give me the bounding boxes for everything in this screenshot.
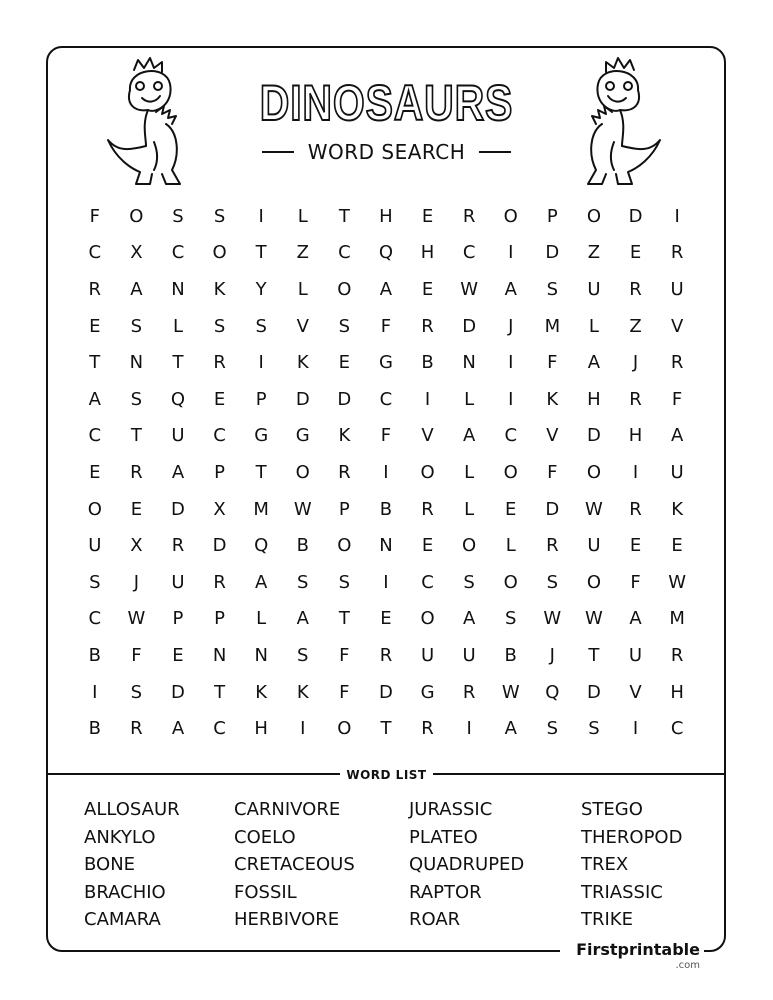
- grid-letter: C: [462, 242, 476, 264]
- grid-letter: F: [380, 315, 392, 337]
- grid-letter: A: [255, 571, 268, 593]
- grid-letter: A: [88, 388, 101, 410]
- word-item: THEROPOD: [581, 826, 683, 848]
- word-item: TREX: [581, 854, 629, 875]
- grid-letter: I: [466, 718, 472, 740]
- grid-letter: F: [630, 571, 641, 593]
- grid-letter: W: [585, 498, 603, 520]
- grid-letter: C: [213, 425, 226, 447]
- subtitle: WORD SEARCH: [307, 140, 466, 164]
- grid-letter: Q: [545, 681, 560, 703]
- grid-letter: T: [89, 352, 101, 374]
- grid-letter: J: [632, 352, 639, 374]
- grid-letter: Z: [587, 242, 601, 264]
- grid-letter: S: [297, 644, 309, 666]
- grid-letter: I: [508, 388, 514, 410]
- grid-letter: E: [89, 461, 101, 483]
- grid-letter: L: [256, 608, 267, 630]
- word-item: QUADRUPED: [409, 854, 525, 875]
- grid-letter: X: [130, 242, 143, 264]
- grid-letter: P: [546, 205, 558, 227]
- grid-letter: N: [171, 278, 185, 300]
- grid-letter: L: [464, 498, 475, 520]
- grid-letter: K: [255, 681, 268, 703]
- grid-letter: S: [338, 571, 351, 593]
- grid-letter: W: [501, 681, 520, 703]
- word-item: FOSSIL: [234, 881, 297, 903]
- grid-letter: S: [130, 681, 143, 703]
- grid-letter: O: [503, 571, 518, 593]
- grid-letter: F: [380, 425, 392, 447]
- grid-letter: B: [504, 644, 517, 666]
- grid-letter: K: [546, 388, 559, 410]
- grid-letter: M: [544, 315, 561, 337]
- grid-letter: V: [421, 425, 434, 447]
- grid-letter: D: [212, 535, 227, 557]
- grid-letter: C: [379, 388, 393, 410]
- grid-letter: J: [133, 571, 140, 593]
- grid-letter: V: [629, 681, 642, 703]
- grid-letter: Q: [378, 242, 394, 264]
- grid-letter: U: [171, 425, 185, 447]
- grid-letter: M: [253, 498, 269, 520]
- grid-letter: V: [546, 425, 559, 447]
- grid-letter: T: [338, 205, 350, 227]
- grid-letter: D: [628, 205, 643, 227]
- word-item: TRIASSIC: [581, 881, 663, 903]
- grid-letter: A: [171, 718, 185, 740]
- grid-letter: K: [296, 681, 309, 703]
- grid-letter: O: [586, 571, 601, 593]
- grid-letter: E: [213, 388, 226, 410]
- grid-letter: S: [588, 718, 600, 740]
- word-item: CARNIVORE: [234, 799, 341, 820]
- grid-letter: I: [258, 205, 264, 227]
- grid-letter: R: [213, 352, 226, 374]
- brand-domain: .com: [675, 960, 700, 971]
- grid-letter: R: [546, 535, 559, 557]
- grid-letter: U: [88, 535, 102, 557]
- grid-letter: G: [420, 681, 435, 703]
- grid-letter: H: [670, 681, 684, 703]
- word-item: PLATEO: [409, 826, 478, 848]
- grid-letter: H: [420, 242, 435, 264]
- grid-letter: F: [671, 388, 683, 410]
- grid-letter: E: [421, 278, 434, 300]
- word-item: ALLOSAUR: [84, 799, 180, 820]
- grid-letter: P: [255, 388, 267, 410]
- grid-letter: B: [88, 644, 101, 666]
- grid-letter: S: [255, 315, 267, 337]
- grid-letter: X: [213, 498, 226, 520]
- grid-letter: A: [504, 718, 517, 740]
- grid-letter: L: [297, 278, 308, 300]
- grid-letter: F: [89, 205, 100, 227]
- grid-letter: E: [671, 535, 683, 557]
- grid-letter: T: [255, 242, 267, 264]
- grid-letter: O: [420, 608, 435, 630]
- grid-letter: O: [337, 718, 352, 740]
- grid-letter: S: [130, 388, 143, 410]
- word-item: ROAR: [409, 909, 461, 930]
- grid-letter: H: [587, 388, 601, 410]
- grid-letter: A: [587, 352, 601, 374]
- grid-letter: L: [297, 205, 308, 227]
- grid-letter: C: [421, 571, 434, 593]
- grid-letter: U: [462, 644, 476, 666]
- grid-letter: U: [628, 644, 643, 666]
- grid-letter: S: [463, 571, 475, 593]
- grid-letter: F: [131, 644, 142, 666]
- word-item: TRIKE: [581, 909, 633, 930]
- brand-logo[interactable]: [560, 940, 704, 972]
- grid-letter: D: [462, 315, 477, 337]
- grid-letter: C: [171, 242, 185, 264]
- grid-letter: O: [503, 205, 518, 227]
- grid-letter: F: [547, 352, 558, 374]
- grid-letter: D: [379, 681, 393, 703]
- grid-letter: R: [171, 535, 185, 557]
- grid-letter: R: [213, 571, 226, 593]
- grid-letter: K: [213, 278, 226, 300]
- word-item: RAPTOR: [409, 881, 482, 903]
- brand-name: Firstprintable: [576, 940, 700, 959]
- grid-letter: E: [505, 498, 517, 520]
- grid-letter: Q: [170, 388, 186, 410]
- grid-letter: D: [545, 498, 560, 520]
- word-item: BONE: [84, 854, 136, 875]
- grid-letter: A: [171, 461, 185, 483]
- grid-letter: T: [255, 461, 267, 483]
- grid-letter: J: [549, 644, 555, 666]
- grid-letter: G: [254, 425, 269, 447]
- grid-letter: N: [379, 535, 393, 557]
- grid-letter: D: [586, 681, 601, 703]
- grid-letter: N: [212, 644, 227, 666]
- grid-letter: S: [130, 315, 143, 337]
- grid-letter: S: [546, 571, 559, 593]
- grid-letter: N: [462, 352, 476, 374]
- word-list-label: WORD LIST: [340, 768, 432, 782]
- word-column: [409, 796, 524, 934]
- grid-letter: C: [88, 242, 102, 264]
- grid-letter: S: [213, 315, 226, 337]
- word-list-heading: [0, 764, 773, 783]
- grid-letter: Z: [296, 242, 309, 264]
- grid-letter: S: [213, 205, 226, 227]
- grid-letter: U: [587, 278, 601, 300]
- word-item: STEGO: [581, 799, 643, 820]
- grid-letter: G: [295, 425, 310, 447]
- grid-letter: B: [296, 535, 309, 557]
- grid-letter: O: [586, 461, 601, 483]
- grid-letter: K: [296, 352, 309, 374]
- grid-letter: P: [214, 608, 225, 630]
- grid-letter: U: [670, 278, 684, 300]
- word-item: HERBIVORE: [234, 909, 340, 930]
- grid-letter: R: [462, 205, 476, 227]
- grid-letter: H: [379, 205, 393, 227]
- grid-letter: H: [628, 425, 643, 447]
- grid-letter: O: [586, 205, 601, 227]
- grid-letter: R: [421, 498, 434, 520]
- grid-letter: W: [668, 571, 687, 593]
- grid-letter: A: [379, 278, 393, 300]
- letter-grid: [74, 198, 698, 747]
- grid-letter: J: [508, 315, 514, 337]
- grid-letter: W: [127, 608, 146, 630]
- grid-letter: W: [293, 498, 312, 520]
- grid-letter: D: [337, 388, 352, 410]
- grid-letter: K: [671, 498, 684, 520]
- grid-letter: O: [129, 205, 144, 227]
- grid-letter: O: [87, 498, 102, 520]
- grid-letter: O: [462, 535, 477, 557]
- grid-letter: V: [670, 315, 684, 337]
- word-column: [581, 796, 682, 934]
- grid-letter: A: [130, 278, 143, 300]
- grid-letter: S: [89, 571, 101, 593]
- grid-letter: G: [378, 352, 393, 374]
- grid-letter: S: [546, 278, 559, 300]
- grid-letter: A: [504, 278, 517, 300]
- grid-letter: F: [339, 644, 350, 666]
- grid-letter: E: [338, 352, 351, 374]
- page-title: DINOSAURS: [259, 75, 514, 131]
- grid-letter: B: [88, 718, 101, 740]
- grid-letter: A: [296, 608, 309, 630]
- grid-letter: U: [670, 461, 684, 483]
- grid-letter: F: [339, 681, 350, 703]
- subtitle-rule-left: [262, 151, 294, 153]
- grid-letter: S: [338, 315, 351, 337]
- grid-letter: T: [588, 644, 600, 666]
- grid-letter: C: [338, 242, 351, 264]
- grid-letter: T: [380, 718, 392, 740]
- grid-letter: P: [172, 608, 184, 630]
- grid-letter: S: [297, 571, 309, 593]
- grid-letter: I: [424, 388, 431, 410]
- grid-letter: W: [460, 278, 479, 300]
- grid-letter: D: [545, 242, 560, 264]
- grid-letter: R: [629, 388, 642, 410]
- grid-letter: K: [338, 425, 351, 447]
- grid-letter: C: [213, 718, 226, 740]
- word-item: COELO: [234, 826, 296, 848]
- grid-letter: E: [421, 535, 434, 557]
- grid-letter: I: [632, 718, 639, 740]
- grid-letter: P: [214, 461, 225, 483]
- grid-letter: L: [464, 461, 475, 483]
- grid-letter: F: [547, 461, 558, 483]
- grid-letter: H: [254, 718, 268, 740]
- grid-letter: I: [674, 205, 680, 227]
- grid-letter: A: [462, 608, 476, 630]
- grid-letter: W: [543, 608, 562, 630]
- grid-letter: R: [670, 242, 684, 264]
- grid-letter: I: [383, 571, 389, 593]
- grid-letter: R: [670, 352, 684, 374]
- grid-letter: O: [295, 461, 310, 483]
- grid-letter: L: [172, 315, 183, 337]
- grid-letter: A: [670, 425, 684, 447]
- grid-letter: R: [629, 278, 642, 300]
- subtitle-rule-right: [479, 151, 511, 153]
- word-column: [84, 796, 180, 934]
- grid-letter: C: [88, 425, 102, 447]
- grid-letter: R: [421, 315, 434, 337]
- grid-letter: X: [130, 535, 143, 557]
- grid-letter: O: [337, 535, 352, 557]
- grid-letter: T: [214, 681, 226, 703]
- grid-letter: R: [130, 461, 143, 483]
- grid-letter: U: [587, 535, 601, 557]
- grid-letter: O: [212, 242, 227, 264]
- grid-letter: A: [462, 425, 476, 447]
- subtitle-row: [0, 140, 773, 164]
- grid-letter: D: [171, 681, 185, 703]
- grid-letter: R: [88, 278, 102, 300]
- grid-letter: B: [421, 352, 434, 374]
- grid-letter: E: [172, 644, 184, 666]
- grid-letter: A: [629, 608, 642, 630]
- grid-letter: N: [129, 352, 144, 374]
- grid-letter: D: [171, 498, 185, 520]
- grid-letter: O: [503, 461, 518, 483]
- grid-letter: I: [258, 352, 264, 374]
- word-item: BRACHIO: [84, 881, 166, 903]
- grid-letter: O: [337, 278, 352, 300]
- grid-letter: U: [171, 571, 185, 593]
- word-item: CAMARA: [84, 909, 161, 930]
- grid-letter: L: [588, 315, 599, 337]
- grid-letter: R: [629, 498, 642, 520]
- grid-letter: N: [254, 644, 268, 666]
- grid-letter: T: [172, 352, 184, 374]
- grid-letter: S: [172, 205, 184, 227]
- grid-letter: U: [420, 644, 435, 666]
- grid-letter: I: [92, 681, 98, 703]
- grid-letter: L: [464, 388, 475, 410]
- word-column: [234, 796, 355, 934]
- grid-letter: P: [338, 498, 350, 520]
- grid-letter: D: [586, 425, 601, 447]
- grid-letter: L: [505, 535, 516, 557]
- grid-letter: T: [130, 425, 142, 447]
- grid-letter: Y: [255, 278, 267, 300]
- grid-letter: O: [420, 461, 435, 483]
- word-item: ANKYLO: [84, 826, 156, 848]
- grid-letter: S: [505, 608, 517, 630]
- grid-letter: E: [89, 315, 101, 337]
- grid-letter: I: [632, 461, 639, 483]
- word-item: CRETACEOUS: [234, 854, 355, 875]
- grid-letter: V: [296, 315, 309, 337]
- grid-letter: I: [300, 718, 306, 740]
- grid-letter: E: [629, 242, 642, 264]
- word-item: JURASSIC: [409, 799, 493, 820]
- grid-letter: S: [546, 718, 559, 740]
- grid-letter: Q: [254, 535, 269, 557]
- grid-letter: C: [504, 425, 518, 447]
- grid-letter: W: [585, 608, 603, 630]
- grid-letter: Z: [629, 315, 642, 337]
- grid-letter: M: [669, 608, 685, 630]
- grid-letter: C: [670, 718, 684, 740]
- grid-letter: R: [421, 718, 434, 740]
- grid-letter: E: [130, 498, 143, 520]
- grid-letter: E: [380, 608, 392, 630]
- grid-letter: E: [629, 535, 642, 557]
- grid-letter: R: [130, 718, 143, 740]
- grid-letter: I: [383, 461, 389, 483]
- grid-letter: T: [338, 608, 350, 630]
- grid-letter: B: [379, 498, 393, 520]
- grid-letter: E: [421, 205, 434, 227]
- grid-letter: R: [462, 681, 476, 703]
- grid-letter: D: [295, 388, 310, 410]
- grid-letter: R: [338, 461, 351, 483]
- grid-letter: R: [670, 644, 684, 666]
- grid-letter: R: [379, 644, 393, 666]
- grid-letter: I: [508, 242, 514, 264]
- grid-letter: I: [508, 352, 514, 374]
- grid-letter: C: [88, 608, 102, 630]
